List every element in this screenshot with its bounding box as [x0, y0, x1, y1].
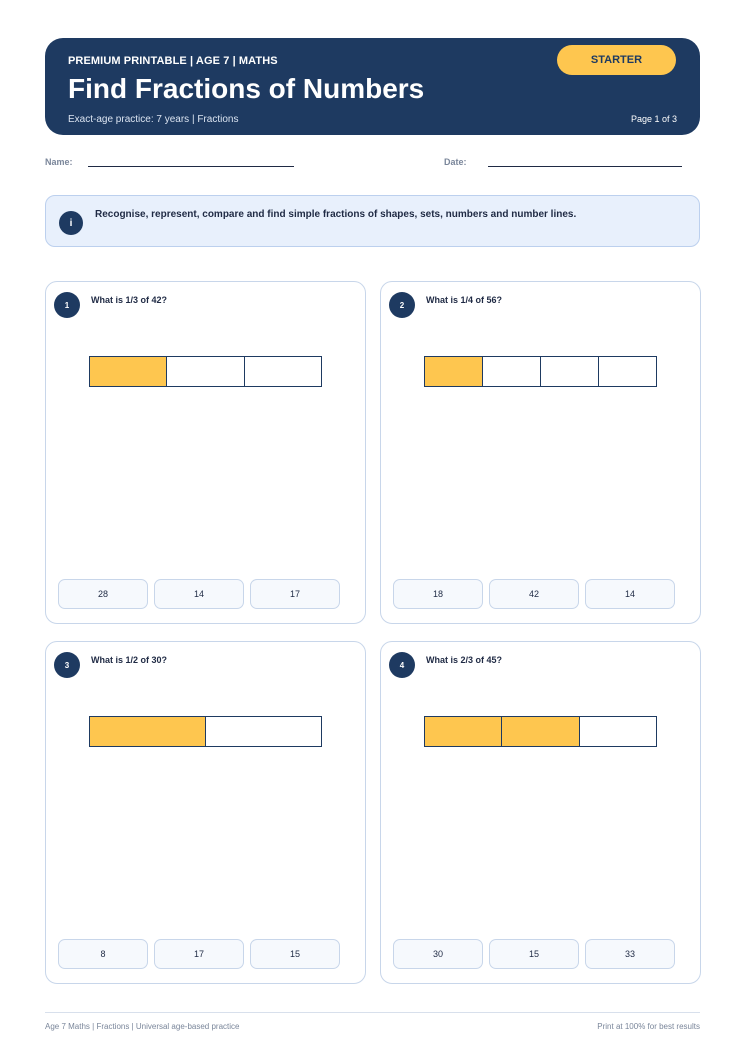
answer-option[interactable]: 14 [585, 579, 675, 609]
answer-options [393, 579, 676, 609]
header-kicker: PREMIUM PRINTABLE | AGE 7 | MATHS [68, 55, 278, 67]
answer-options [58, 579, 341, 609]
question-card [45, 281, 366, 624]
answer-options [393, 939, 676, 969]
name-line[interactable] [88, 166, 294, 167]
header-subtitle: Exact-age practice: 7 years | Fractions [68, 114, 239, 125]
shaded-part [90, 717, 205, 746]
unshaded-part [540, 357, 598, 386]
answer-options [58, 939, 341, 969]
unshaded-part [579, 717, 656, 746]
question-text: What is 1/3 of 42? [91, 295, 168, 305]
info-icon: i [59, 211, 83, 235]
level-badge: STARTER [557, 45, 676, 75]
question-number: 1 [54, 292, 80, 318]
fraction-bar [89, 356, 322, 387]
shaded-part [425, 717, 501, 746]
shaded-part [501, 717, 578, 746]
answer-option[interactable]: 30 [393, 939, 483, 969]
instructions-box [45, 195, 700, 247]
fraction-bar [424, 356, 657, 387]
question-text: What is 1/4 of 56? [426, 295, 503, 305]
answer-option[interactable]: 14 [154, 579, 244, 609]
answer-option[interactable]: 15 [250, 939, 340, 969]
unshaded-part [205, 717, 321, 746]
shaded-part [90, 357, 166, 386]
question-text: What is 2/3 of 45? [426, 655, 503, 665]
answer-option[interactable]: 17 [250, 579, 340, 609]
instructions-text: Recognise, represent, compare and find simple fractions of shapes, sets, numbers and number lines. [95, 209, 577, 220]
question-number: 4 [389, 652, 415, 678]
question-text: What is 1/2 of 30? [91, 655, 168, 665]
footer-divider [45, 1012, 700, 1013]
footer-left: Age 7 Maths | Fractions | Universal age-based practice [45, 1022, 240, 1031]
shaded-part [425, 357, 482, 386]
date-line[interactable] [488, 166, 682, 167]
footer-right: Print at 100% for best results [597, 1022, 700, 1031]
worksheet-header [45, 38, 700, 135]
unshaded-part [598, 357, 656, 386]
answer-option[interactable]: 42 [489, 579, 579, 609]
name-label: Name: [45, 157, 73, 167]
unshaded-part [166, 357, 243, 386]
page-title: Find Fractions of Numbers [68, 73, 425, 104]
unshaded-part [482, 357, 540, 386]
question-number: 3 [54, 652, 80, 678]
question-card [45, 641, 366, 984]
answer-option[interactable]: 15 [489, 939, 579, 969]
fraction-bar [89, 716, 322, 747]
question-card [380, 281, 701, 624]
question-card [380, 641, 701, 984]
unshaded-part [244, 357, 321, 386]
page-indicator: Page 1 of 3 [630, 114, 677, 124]
answer-option[interactable]: 28 [58, 579, 148, 609]
answer-option[interactable]: 17 [154, 939, 244, 969]
answer-option[interactable]: 33 [585, 939, 675, 969]
answer-option[interactable]: 18 [393, 579, 483, 609]
question-number: 2 [389, 292, 415, 318]
answer-option[interactable]: 8 [58, 939, 148, 969]
date-label: Date: [444, 157, 467, 167]
fraction-bar [424, 716, 657, 747]
